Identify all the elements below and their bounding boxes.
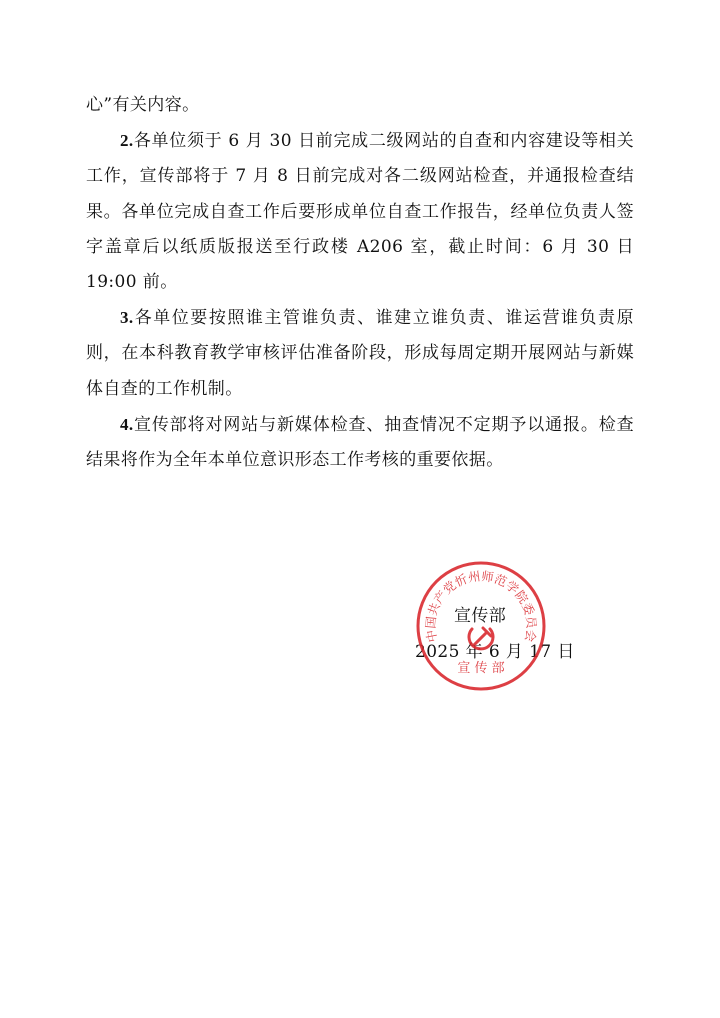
seal-bottom-text: 宣 传 部 xyxy=(457,661,505,676)
paragraph-continuation xyxy=(86,88,634,123)
paragraph-text: 各单位须于 6 月 30 日前完成二级网站的自查和内容建设等相关工作，宣传部将于 7 月 8 日前完成对各二级网站检查，并通报检查结果。各单位完成自查工作后要形成单位自查工作报告，经单位负责人签字盖章后以纸质版报送至行政楼 A206 室，截止时间：6 月 30 日 19:00 前。 xyxy=(86,131,634,293)
paragraph-number: 2. xyxy=(120,131,134,151)
paragraph-number: 3. xyxy=(120,308,134,328)
signature-date: 2025 年 6 月 17 日 xyxy=(415,642,575,662)
paragraph-item-4 xyxy=(86,407,634,478)
seal-arc-text: 中国共产党忻州师范学院委员会 xyxy=(423,569,539,644)
signature-department: 宣传部 xyxy=(454,606,507,626)
paragraph-text: 宣传部将对网站与新媒体检查、抽查情况不定期予以通报。检查结果将作为全年本单位意识形态工作考核的重要依据。 xyxy=(86,414,634,471)
paragraph-number: 4. xyxy=(120,414,134,434)
paragraph-item-3 xyxy=(86,300,634,407)
paragraph-text: 各单位要按照谁主管谁负责、谁建立谁负责、谁运营谁负责原则，在本科教育教学审核评估准备阶段，形成每周定期开展网站与新媒体自查的工作机制。 xyxy=(86,308,634,399)
hammer-sickle-icon xyxy=(469,628,493,649)
paragraph-text: 心”有关内容。 xyxy=(86,95,200,115)
document-body xyxy=(86,88,634,478)
paragraph-item-2 xyxy=(86,123,634,300)
official-seal xyxy=(415,560,547,692)
